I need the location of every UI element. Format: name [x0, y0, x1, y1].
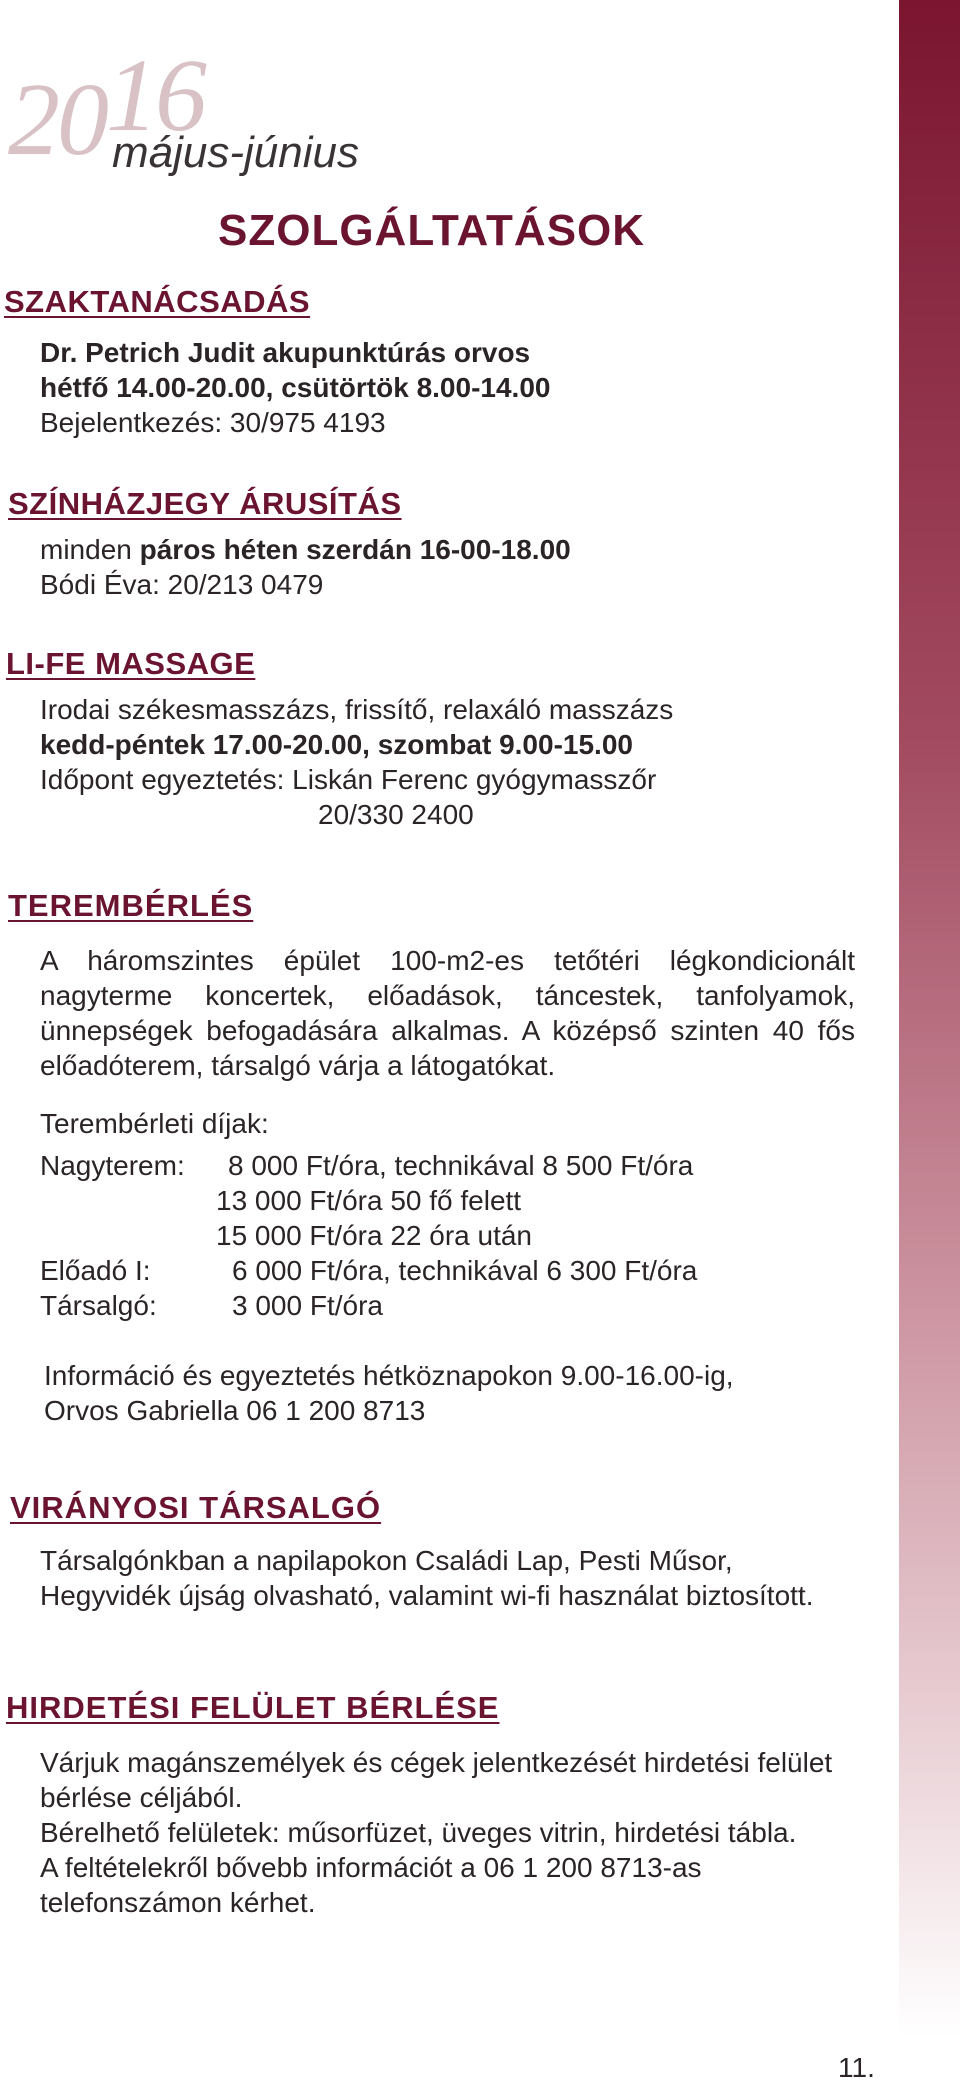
room-rental-desc: A háromszintes épület 100-m2-es tetőtéri légkondicionált nagyterme koncertek, előadások, táncestek, tanfolyamok, ünnepségek befogadására alkalmas. A középső szinten 40 fős előadóterem, társalgó várja a látogatókat. — [40, 945, 855, 1081]
fees-label: Terembérleti díjak: — [40, 1108, 269, 1139]
viranyosi-desc: Társalgónkban a napilapokon Családi Lap, Pesti Műsor, Hegyvidék újság olvasható, valamint wi-fi használat biztosított. — [40, 1545, 814, 1611]
year-part2: 16 — [106, 38, 204, 153]
section-title-lifemassage: LI-FE MASSAGE — [6, 646, 256, 681]
eloado-label: Előadó I: — [40, 1255, 151, 1286]
section-title-viranyosi: VIRÁNYOSI TÁRSALGÓ — [10, 1490, 382, 1525]
ticket-schedule-time: páros héten szerdán 16-00-18.00 — [139, 534, 571, 565]
doctor-phone: Bejelentkezés: 30/975 4193 — [40, 407, 386, 438]
nagyterem-price-1: 8 000 Ft/óra, technikával 8 500 Ft/óra — [228, 1150, 694, 1181]
nagyterem-price-2: 13 000 Ft/óra 50 fő felett — [216, 1185, 522, 1216]
section-title-hirdetesi: HIRDETÉSI FELÜLET BÉRLÉSE — [6, 1690, 500, 1725]
hirdetesi-desc — [40, 1745, 885, 1920]
nagyterem-price-3: 15 000 Ft/óra 22 óra után — [216, 1220, 532, 1251]
nagyterem-label: Nagyterem: — [40, 1150, 185, 1181]
page-number: 11. — [838, 2052, 875, 2083]
massage-phone: 20/330 2400 — [318, 799, 474, 830]
section-title-szinhazjegy: SZÍNHÁZJEGY ÁRUSÍTÁS — [8, 486, 402, 521]
hirdetesi-para-2: Bérelhető felületek: műsorfüzet, üveges vitrin, hirdetési tábla. — [40, 1817, 797, 1848]
ticket-schedule — [40, 532, 571, 567]
year-part1: 20 — [8, 62, 106, 177]
decorative-gradient-bar — [899, 0, 960, 2100]
eloado-price: 6 000 Ft/óra, technikával 6 300 Ft/óra — [232, 1255, 698, 1286]
massage-desc: Irodai székesmasszázs, frissítő, relaxáló masszázs — [40, 694, 674, 725]
section-title-terembérlés: TEREMBÉRLÉS — [8, 888, 254, 923]
page-title: SZOLGÁLTATÁSOK — [218, 206, 646, 255]
ticket-schedule-prefix: minden — [40, 534, 140, 565]
hirdetesi-para-1: Várjuk magánszemélyek és cégek jelentkezését hirdetési felület bérlése céljából. — [40, 1747, 833, 1813]
tarsalgo-label: Társalgó: — [40, 1290, 157, 1321]
doctor-hours: hétfő 14.00-20.00, csütörtök 8.00-14.00 — [40, 372, 551, 403]
tarsalgo-price: 3 000 Ft/óra — [232, 1290, 383, 1321]
section-title-szaktanacsadas: SZAKTANÁCSADÁS — [4, 284, 311, 319]
ticket-contact: Bódi Éva: 20/213 0479 — [40, 569, 324, 600]
hirdetesi-para-3: A feltételekről bővebb információt a 06 1 200 8713-as telefonszámon kérhet. — [40, 1852, 702, 1918]
massage-contact: Időpont egyeztetés: Liskán Ferenc gyógymasszőr — [40, 764, 657, 795]
room-info-contact: Orvos Gabriella 06 1 200 8713 — [44, 1395, 426, 1426]
period-months: május-június — [112, 128, 359, 177]
doctor-line: Dr. Petrich Judit akupunktúrás orvos — [40, 337, 531, 368]
massage-hours: kedd-péntek 17.00-20.00, szombat 9.00-15.00 — [40, 729, 633, 760]
room-info-hours: Információ és egyeztetés hétköznapokon 9.00-16.00-ig, — [44, 1360, 734, 1391]
